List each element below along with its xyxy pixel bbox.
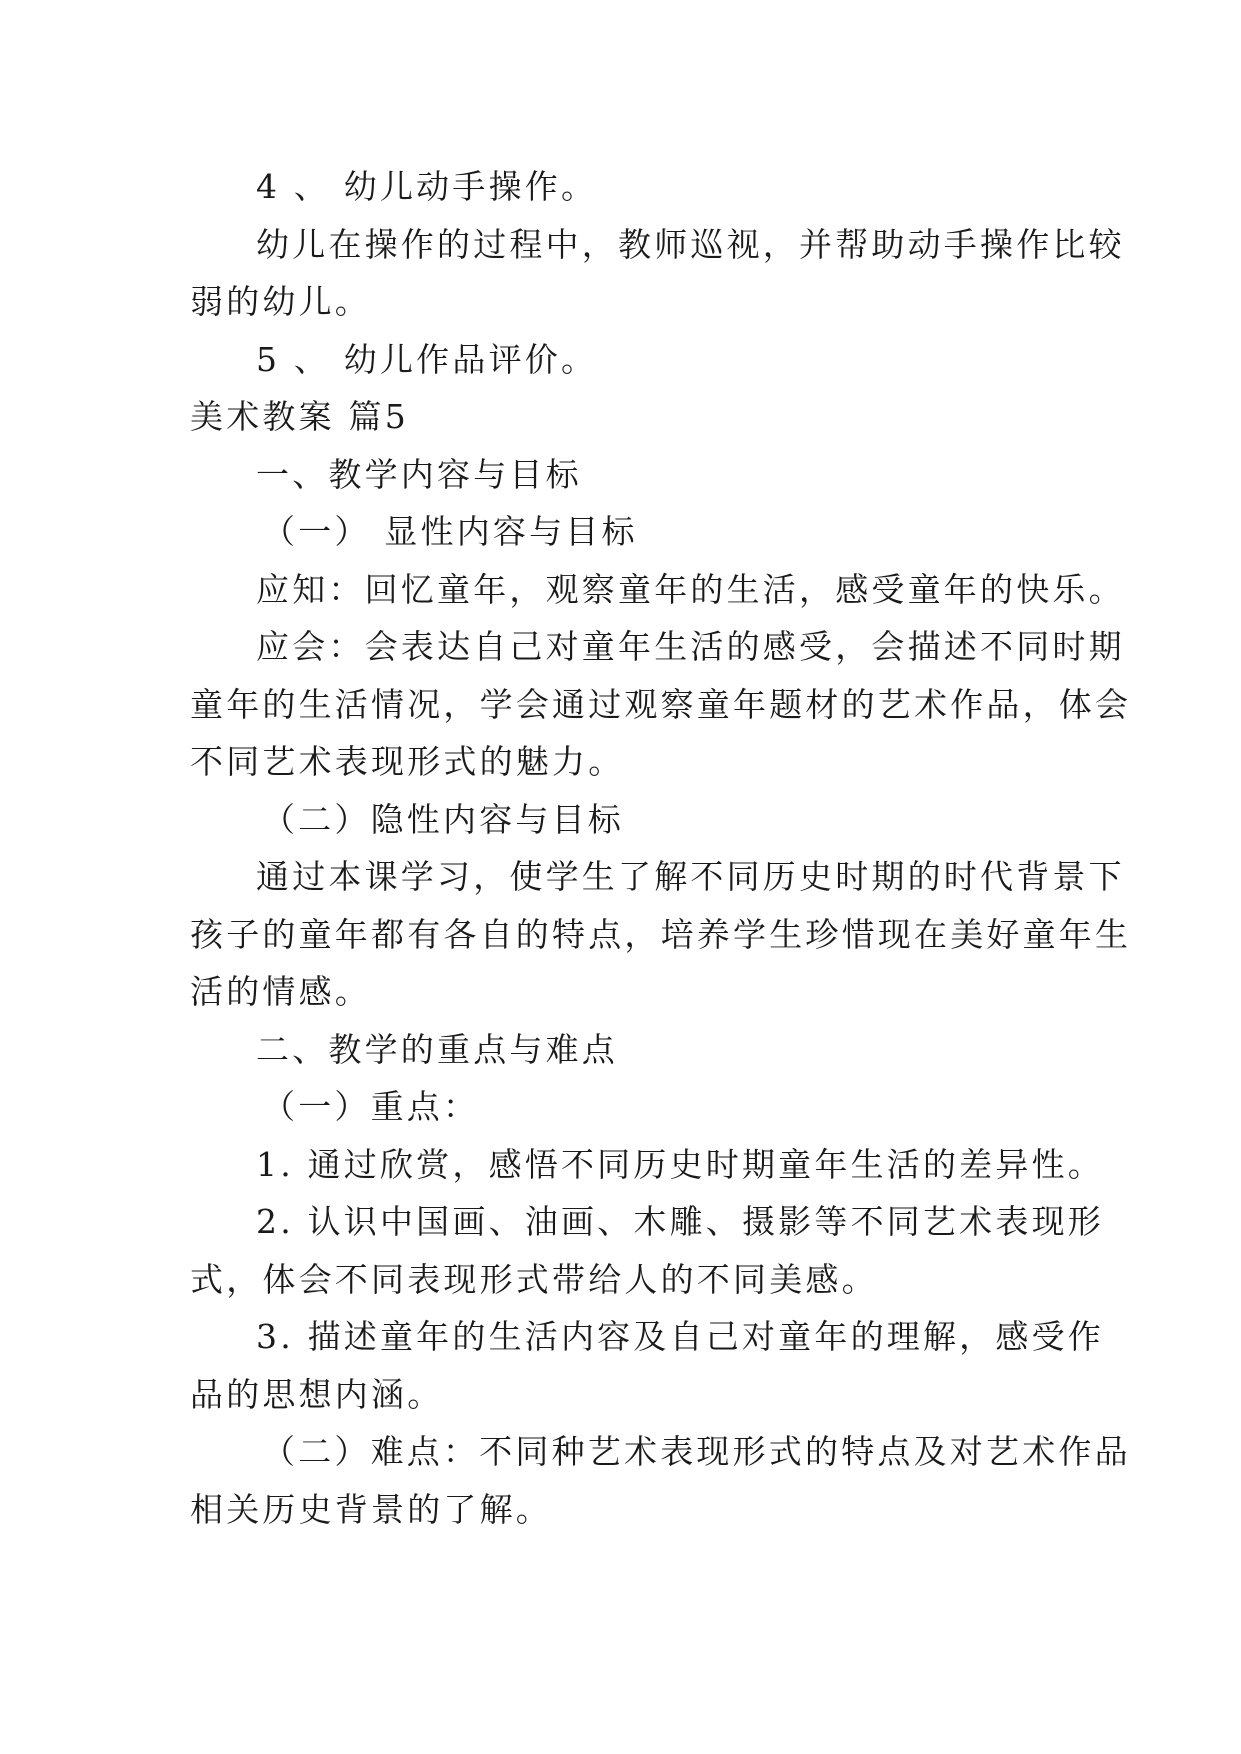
section-heading: 二、教学的重点与难点 — [256, 1030, 618, 1069]
list-item-5: 5 、 幼儿作品评价。 — [256, 340, 598, 379]
paragraph-line: 活的情感。 — [190, 972, 371, 1011]
list-item: 2. 认识中国画、油画、木雕、摄影等不同艺术表现形 — [256, 1202, 1104, 1241]
paragraph-line: 应知：回忆童年，观察童年的生活，感受童年的快乐。 — [256, 570, 1125, 609]
list-item: 3. 描述童年的生活内容及自己对童年的理解，感受作 — [256, 1317, 1104, 1356]
list-item-4: 4 、 幼儿动手操作。 — [256, 167, 598, 206]
paragraph-line: 童年的生活情况，学会通过观察童年题材的艺术作品，体会 — [190, 685, 1132, 724]
paragraph-line: 弱的幼儿。 — [190, 282, 371, 321]
subsection-heading: （一） 显性内容与目标 — [262, 512, 638, 551]
paragraph-line: 品的思想内涵。 — [190, 1375, 444, 1414]
paragraph-line: 不同艺术表现形式的魅力。 — [190, 742, 625, 781]
subsection-heading: （二）隐性内容与目标 — [262, 800, 624, 839]
paragraph-line: 式，体会不同表现形式带给人的不同美感。 — [190, 1260, 878, 1299]
subsection-heading: （二）难点：不同种艺术表现形式的特点及对艺术作品 — [262, 1432, 1131, 1471]
paragraph-line: 应会：会表达自己对童年生活的感受，会描述不同时期 — [256, 627, 1125, 666]
subsection-heading: （一）重点： — [262, 1087, 480, 1126]
section-heading: 一、教学内容与目标 — [256, 455, 582, 494]
paragraph-line: 通过本课学习，使学生了解不同历史时期的时代背景下 — [256, 857, 1125, 896]
paragraph-line: 相关历史背景的了解。 — [190, 1490, 552, 1529]
paragraph-line: 孩子的童年都有各自的特点，培养学生珍惜现在美好童年生 — [190, 915, 1132, 954]
paragraph-line: 幼儿在操作的过程中，教师巡视，并帮助动手操作比较 — [256, 225, 1125, 264]
section-heading: 美术教案 篇5 — [190, 397, 409, 436]
list-item: 1. 通过欣赏，感悟不同历史时期童年生活的差异性。 — [256, 1145, 1104, 1184]
